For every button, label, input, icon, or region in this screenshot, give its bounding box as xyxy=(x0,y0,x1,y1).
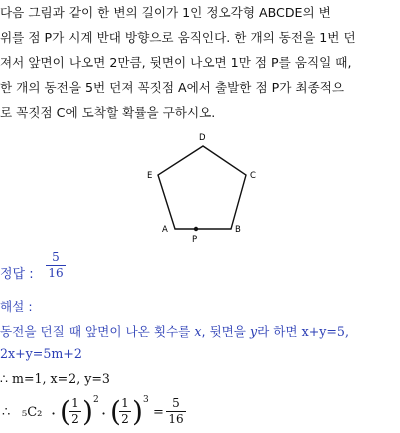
solution-text: 라 하면 xyxy=(257,324,302,339)
problem-line: 한 개의 동전을 5번 던져 꼭짓점 A에서 출발한 점 P가 최종적으 xyxy=(0,80,345,95)
answer-fraction xyxy=(46,250,66,281)
dot-operator: · xyxy=(101,404,107,423)
point-p-marker xyxy=(194,227,198,231)
paren-close: ) xyxy=(82,395,93,428)
vertex-label-c: C xyxy=(250,171,256,181)
answer-label: 정답 : xyxy=(0,267,34,282)
vertex-label-e: E xyxy=(147,171,153,181)
vertex-label-b: B xyxy=(235,225,241,235)
paren-close: ) xyxy=(132,395,143,428)
solution-line-3: ∴ m=1, x=2, y=3 xyxy=(0,371,110,386)
problem-line: 져서 앞면이 나오면 2만큼, 뒷면이 나오면 1만 점 P를 움직일 때, xyxy=(0,55,352,70)
equals-sign: = xyxy=(153,405,164,420)
combination: ₅C₂ xyxy=(22,405,43,420)
pentagon-figure xyxy=(146,130,262,246)
vertex-label-a: A xyxy=(162,225,168,235)
var-x: x xyxy=(194,324,202,339)
solution-line-2: 2x+y=5m+2 xyxy=(0,346,82,361)
half-fraction-1: 1 2 xyxy=(69,396,81,427)
answer-denominator: 16 xyxy=(48,266,64,280)
paren-open: ( xyxy=(60,395,71,428)
var-y: y xyxy=(249,324,258,339)
equation: x+y=5, xyxy=(301,324,349,339)
half-fraction-2: 1 2 xyxy=(119,396,131,427)
exponent-2: 3 xyxy=(143,395,149,405)
solution-text: , 뒷면을 xyxy=(201,324,250,339)
vertex-label-d: D xyxy=(199,133,206,143)
dot-operator: · xyxy=(51,404,57,423)
answer-numerator: 5 xyxy=(52,250,60,264)
pentagon-shape xyxy=(158,146,246,229)
point-label-p: P xyxy=(192,235,198,245)
problem-line: 다음 그림과 같이 한 변의 길이가 1인 정오각형 ABCDE의 변 xyxy=(0,5,331,20)
solution-text: 동전을 던질 때 앞면이 나온 횟수를 xyxy=(0,324,195,339)
problem-text xyxy=(0,0,400,125)
paren-open: ( xyxy=(110,395,121,428)
solution-line-4 xyxy=(0,394,400,432)
answer-block xyxy=(0,252,120,292)
solution-line-1 xyxy=(0,321,349,340)
solution-label: 해설 : xyxy=(0,299,33,314)
problem-line: 위를 점 P가 시계 반대 방향으로 움직인다. 한 개의 동전을 1번 던 xyxy=(0,30,356,45)
problem-line: 로 꼭짓점 C에 도착할 확률을 구하시오. xyxy=(0,105,216,120)
therefore-symbol: ∴ xyxy=(2,405,11,420)
exponent-1: 2 xyxy=(93,395,99,405)
result-fraction: 5 16 xyxy=(166,396,186,427)
